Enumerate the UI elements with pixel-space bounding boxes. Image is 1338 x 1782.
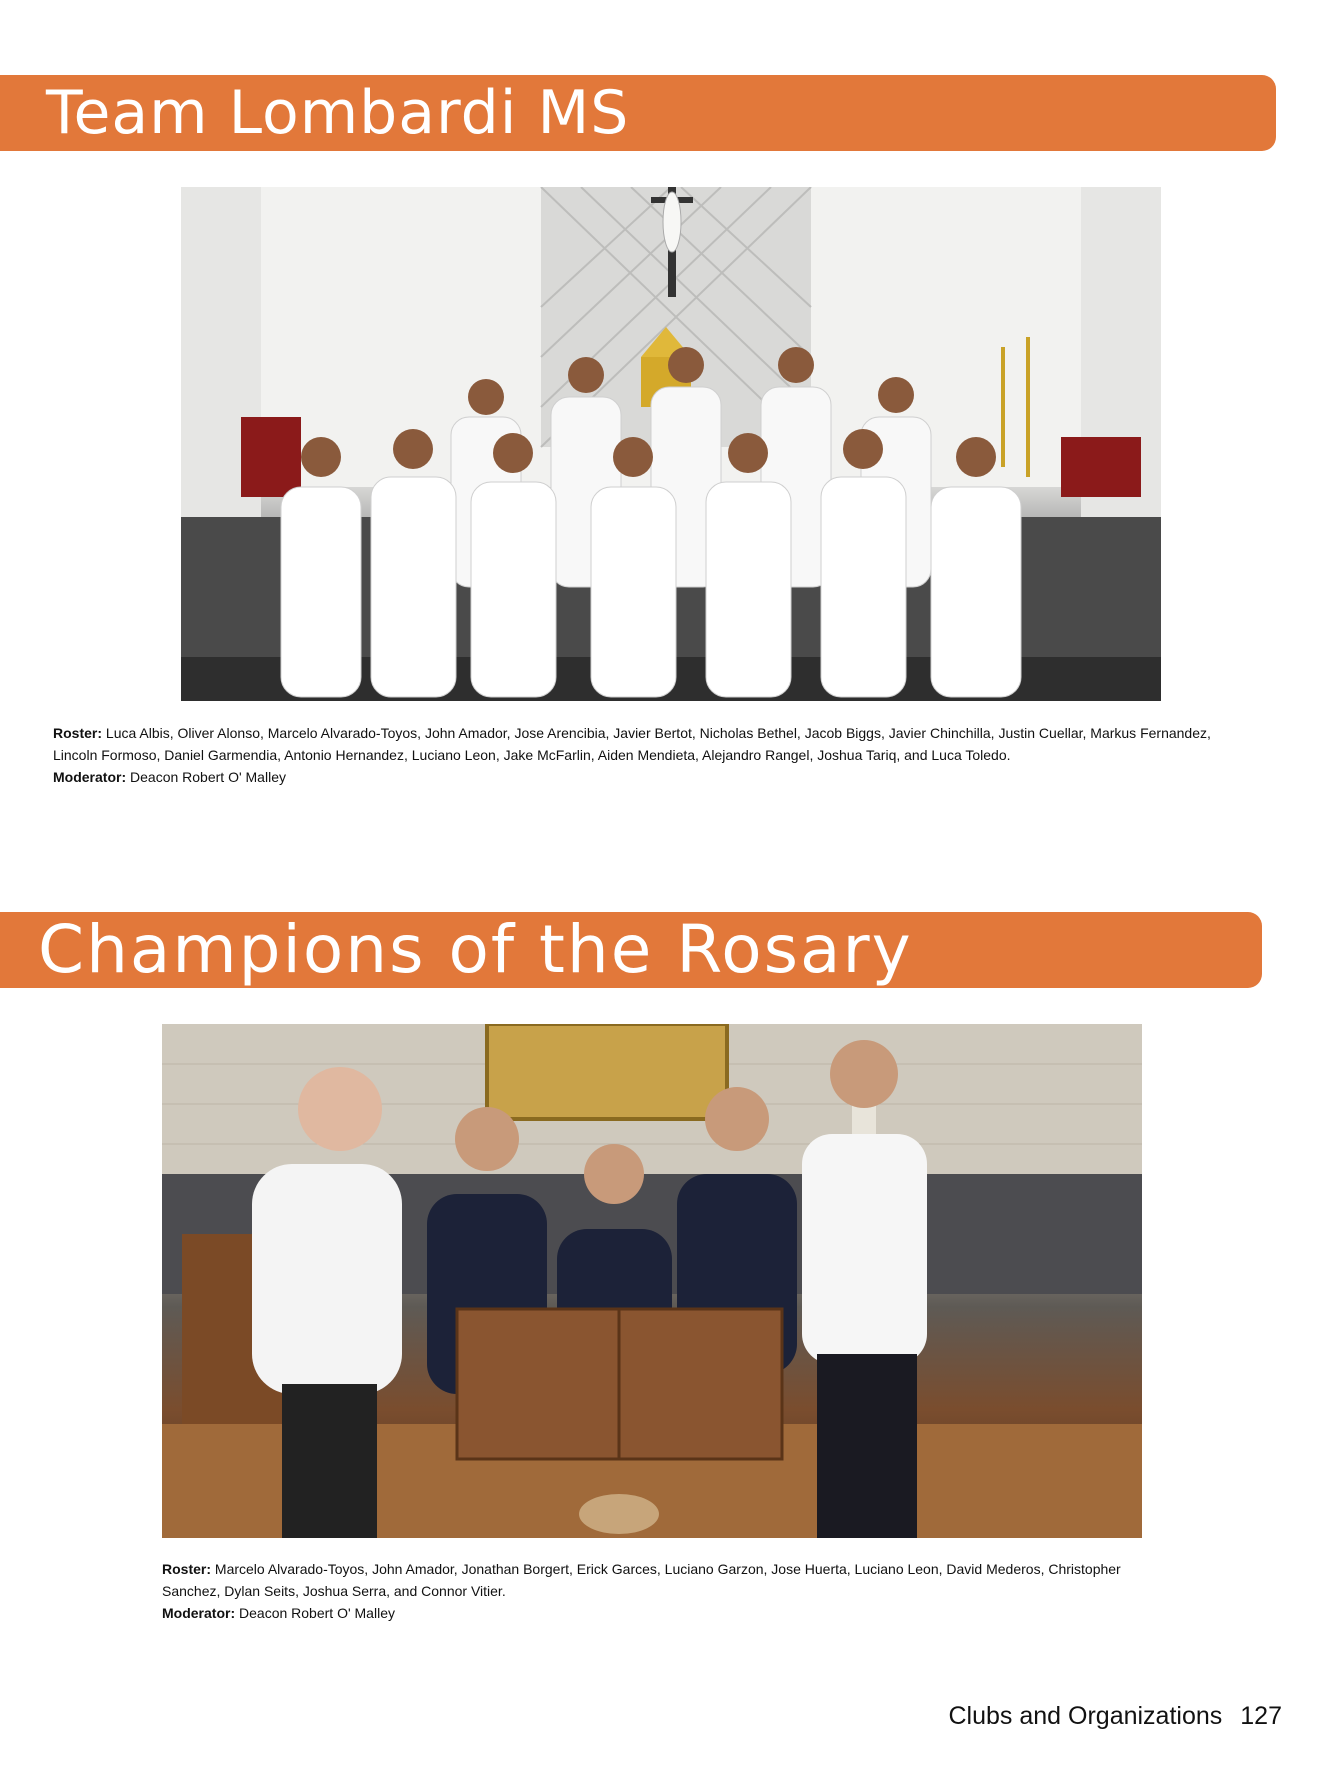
section-title-banner <box>0 75 1276 151</box>
section-title-banner <box>0 912 1262 988</box>
moderator-label: Moderator: <box>53 769 127 785</box>
roster-label: Roster: <box>53 725 103 741</box>
group-photo <box>181 187 1161 701</box>
section-title: Champions of the Rosary <box>38 912 913 988</box>
footer-section-name: Clubs and Organizations <box>948 1702 1223 1730</box>
roster-names: Luca Albis, Oliver Alonso, Marcelo Alvarado-Toyos, John Amador, Jose Arencibia, Javier Bertot, Nicholas Bethel, Jacob Biggs, Javier Chinchilla, Justin Cuellar, Markus Fernandez, Lincoln Formoso, Daniel Garmendia, Antonio Hernandez, Luciano Leon, Jake McFarlin, Aiden Mendieta, Alejandro Rangel, Joshua Tariq, and Luca Toledo. <box>53 725 1211 763</box>
altar-servers-photo-illustration <box>181 187 1161 701</box>
roster-names: Marcelo Alvarado-Toyos, John Amador, Jonathan Borgert, Erick Garces, Luciano Garzon, Jose Huerta, Luciano Leon, David Mederos, Christopher Sanchez, Dylan Seits, Joshua Serra, and Connor Vitier. <box>162 1561 1121 1599</box>
moderator-name: Deacon Robert O' Malley <box>239 1605 395 1621</box>
roster-label: Roster: <box>162 1561 212 1577</box>
roster-caption <box>53 722 1253 788</box>
roster-caption <box>162 1558 1162 1624</box>
page-footer <box>949 1702 1283 1731</box>
rosary-champions-photo-illustration <box>162 1024 1142 1538</box>
section-title: Team Lombardi MS <box>46 78 630 148</box>
moderator-name: Deacon Robert O' Malley <box>130 769 286 785</box>
group-photo <box>162 1024 1142 1538</box>
page-number: 127 <box>1240 1702 1282 1730</box>
moderator-label: Moderator: <box>162 1605 236 1621</box>
